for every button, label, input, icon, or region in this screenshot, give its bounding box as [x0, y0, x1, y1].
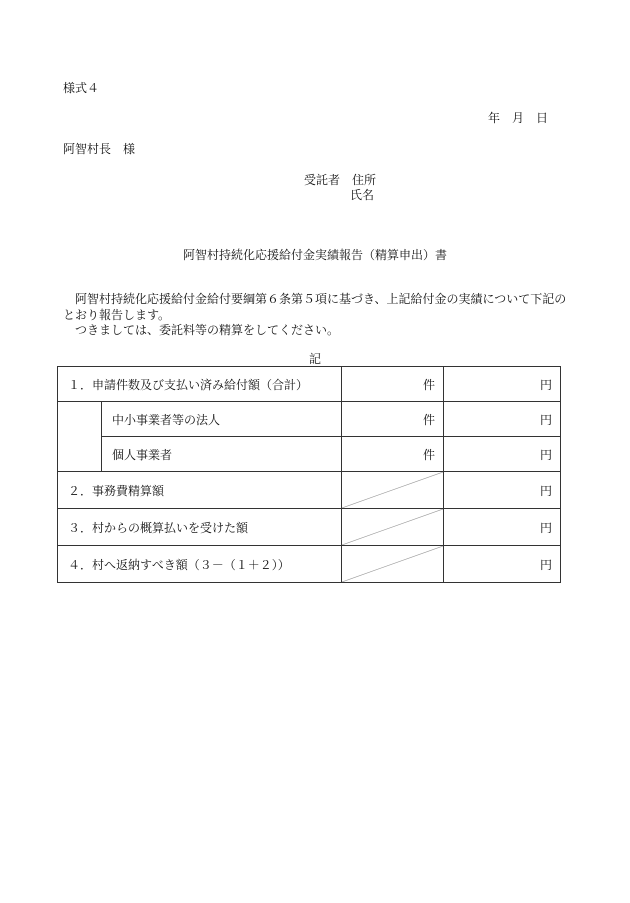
row6-amount-unit: 円	[539, 557, 552, 572]
row2-label: 中小事業者等の法人	[102, 402, 342, 437]
recipient-name-label: 氏名	[350, 188, 375, 202]
row3-count-cell[interactable]	[342, 437, 444, 472]
row1-amount-unit: 円	[539, 377, 552, 392]
diagonal-line	[342, 509, 443, 545]
row4-amount-unit: 円	[539, 483, 552, 498]
row5-amount-unit: 円	[539, 520, 552, 535]
row1-amount-cell[interactable]	[444, 367, 561, 402]
row4-amount-cell[interactable]	[444, 472, 561, 509]
row1-count-unit: 件	[422, 377, 435, 392]
table-row	[58, 472, 561, 509]
diagonal-line	[342, 546, 443, 582]
row2-amount-unit: 円	[539, 412, 552, 427]
indent-spacer	[58, 402, 102, 472]
body-paragraph-2: つきましては、委託料等の精算をしてください。	[75, 323, 340, 337]
row3-amount-cell[interactable]	[444, 437, 561, 472]
table-row	[58, 437, 561, 472]
row6-diagonal-cell	[342, 546, 444, 583]
row1-count-cell[interactable]	[342, 367, 444, 402]
body-paragraph-1: 阿智村持続化応援給付金給付要綱第６条第５項に基づき、上記給付金の実績について下記のとおり報告します。	[63, 292, 567, 322]
row5-diagonal-cell	[342, 509, 444, 546]
row2-count-unit: 件	[422, 412, 435, 427]
report-table	[57, 366, 561, 583]
row5-label: ３．村からの概算払いを受けた額	[58, 509, 342, 546]
diagonal-line	[342, 472, 443, 508]
row3-amount-unit: 円	[539, 447, 552, 462]
row6-amount-cell[interactable]	[444, 546, 561, 583]
row6-label: ４．村へ返納すべき額（３－（１＋２））	[58, 546, 342, 583]
body-text	[63, 292, 573, 339]
row2-count-cell[interactable]	[342, 402, 444, 437]
form-number: 様式４	[63, 81, 100, 95]
row1-label: １．申請件数及び支払い済み給付額（合計）	[58, 367, 342, 402]
ki-heading: 記	[308, 352, 321, 366]
document-title: 阿智村持続化応援給付金実績報告（精算申出）書	[182, 248, 447, 262]
row5-amount-cell[interactable]	[444, 509, 561, 546]
recipient-address-label: 受託者 住所	[304, 173, 377, 187]
row3-label: 個人事業者	[102, 437, 342, 472]
row4-label: ２．事務費精算額	[58, 472, 342, 509]
row4-diagonal-cell	[342, 472, 444, 509]
table-row	[58, 546, 561, 583]
table-row	[58, 402, 561, 437]
table-row	[58, 509, 561, 546]
table-row	[58, 367, 561, 402]
row2-amount-cell[interactable]	[444, 402, 561, 437]
row3-count-unit: 件	[422, 447, 435, 462]
date-line: 年 月 日	[488, 111, 549, 125]
addressee: 阿智村長 様	[63, 142, 136, 156]
